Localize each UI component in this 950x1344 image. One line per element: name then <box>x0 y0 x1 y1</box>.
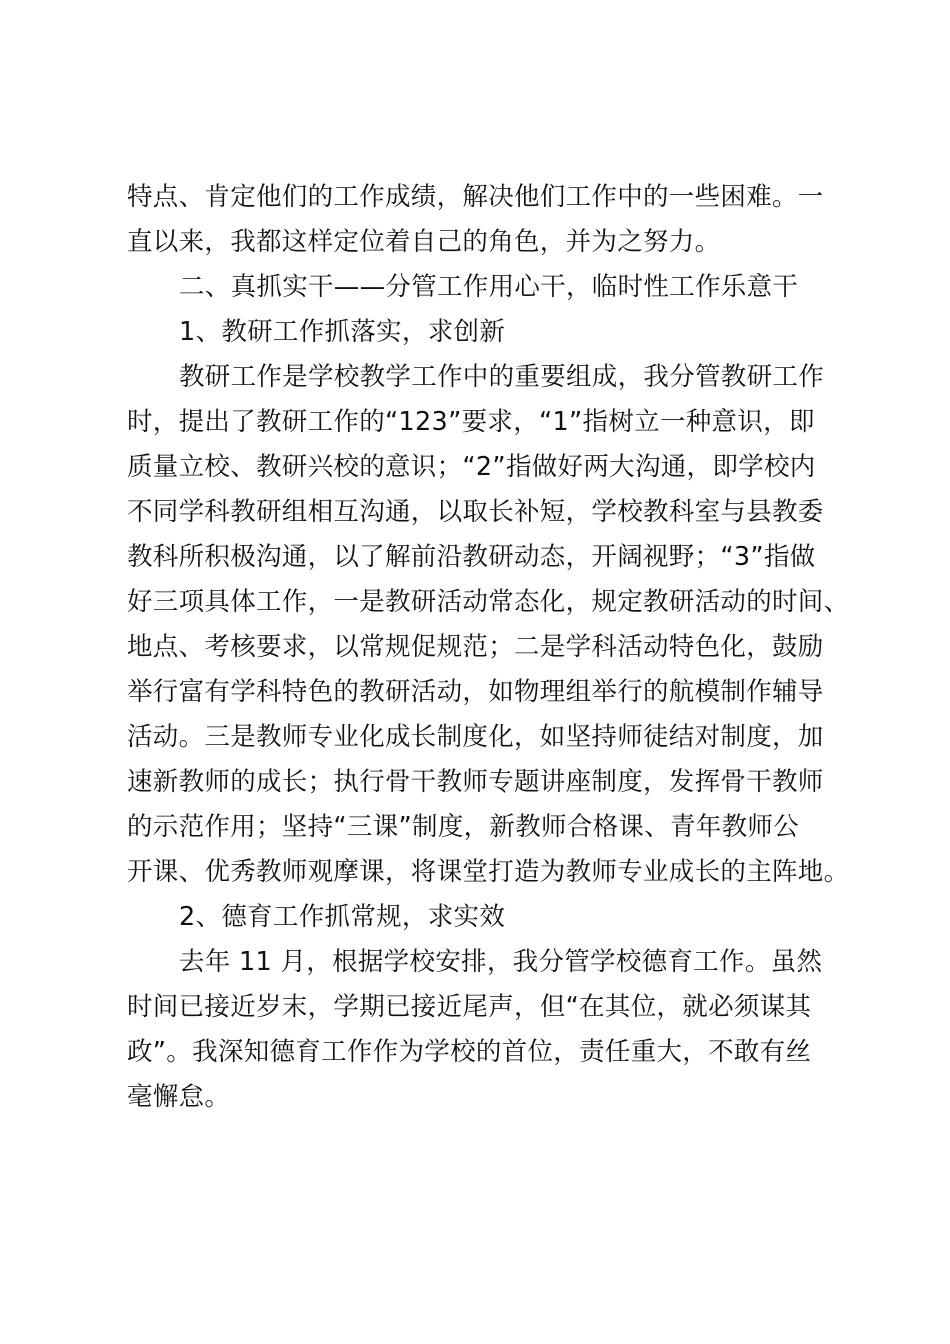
body-text-line: 不同学科教研组相互沟通，以取长补短，学校教科室与县教委 <box>127 497 824 527</box>
subsection-heading: 2、德育工作抓常规，求实效 <box>179 902 506 932</box>
body-text-line: 时，提出了教研工作的“123”要求，“1”指树立一种意识，即 <box>127 407 815 437</box>
body-text-line: 速新教师的成长；执行骨干教师专题讲座制度，发挥骨干教师 <box>127 767 824 797</box>
body-text-line: 地点、考核要求，以常规促规范；二是学科活动特色化，鼓励 <box>127 632 824 662</box>
body-text-line: 教研工作是学校教学工作中的重要组成，我分管教研工作 <box>179 362 825 392</box>
body-text-line: 毫懈怠。 <box>127 1082 231 1112</box>
subsection-heading: 1、教研工作抓落实，求创新 <box>179 317 506 347</box>
body-text-line: 开课、优秀教师观摩课，将课堂打造为教师专业成长的主阵地。 <box>127 857 850 887</box>
body-text-line: 去年 11 月，根据学校安排，我分管学校德育工作。虽然 <box>179 947 823 977</box>
section-heading: 二、真抓实干——分管工作用心干，临时性工作乐意干 <box>179 272 799 302</box>
body-text-line: 活动。三是教师专业化成长制度化，如坚持师徒结对制度，加 <box>127 722 824 752</box>
body-text-line: 直以来，我都这样定位着自己的角色，并为之努力。 <box>127 227 721 257</box>
body-text-line: 质量立校、教研兴校的意识；“2”指做好两大沟通，即学校内 <box>127 452 816 482</box>
body-text-line: 政”。我深知德育工作作为学校的首位，责任重大，不敢有丝 <box>127 1037 812 1067</box>
body-text-line: 好三项具体工作，一是教研活动常态化，规定教研活动的时间、 <box>127 587 850 617</box>
body-text-line: 特点、肯定他们的工作成绩，解决他们工作中的一些困难。一 <box>127 182 824 212</box>
body-text-line: 教科所积极沟通，以了解前沿教研动态，开阔视野；“3”指做 <box>127 542 816 572</box>
body-text-line: 时间已接近岁末，学期已接近尾声，但“在其位，就必须谋其 <box>127 992 812 1022</box>
body-text-line: 举行富有学科特色的教研活动，如物理组举行的航模制作辅导 <box>127 677 824 707</box>
body-text-line: 的示范作用；坚持“三课”制度，新教师合格课、青年教师公 <box>127 812 800 842</box>
